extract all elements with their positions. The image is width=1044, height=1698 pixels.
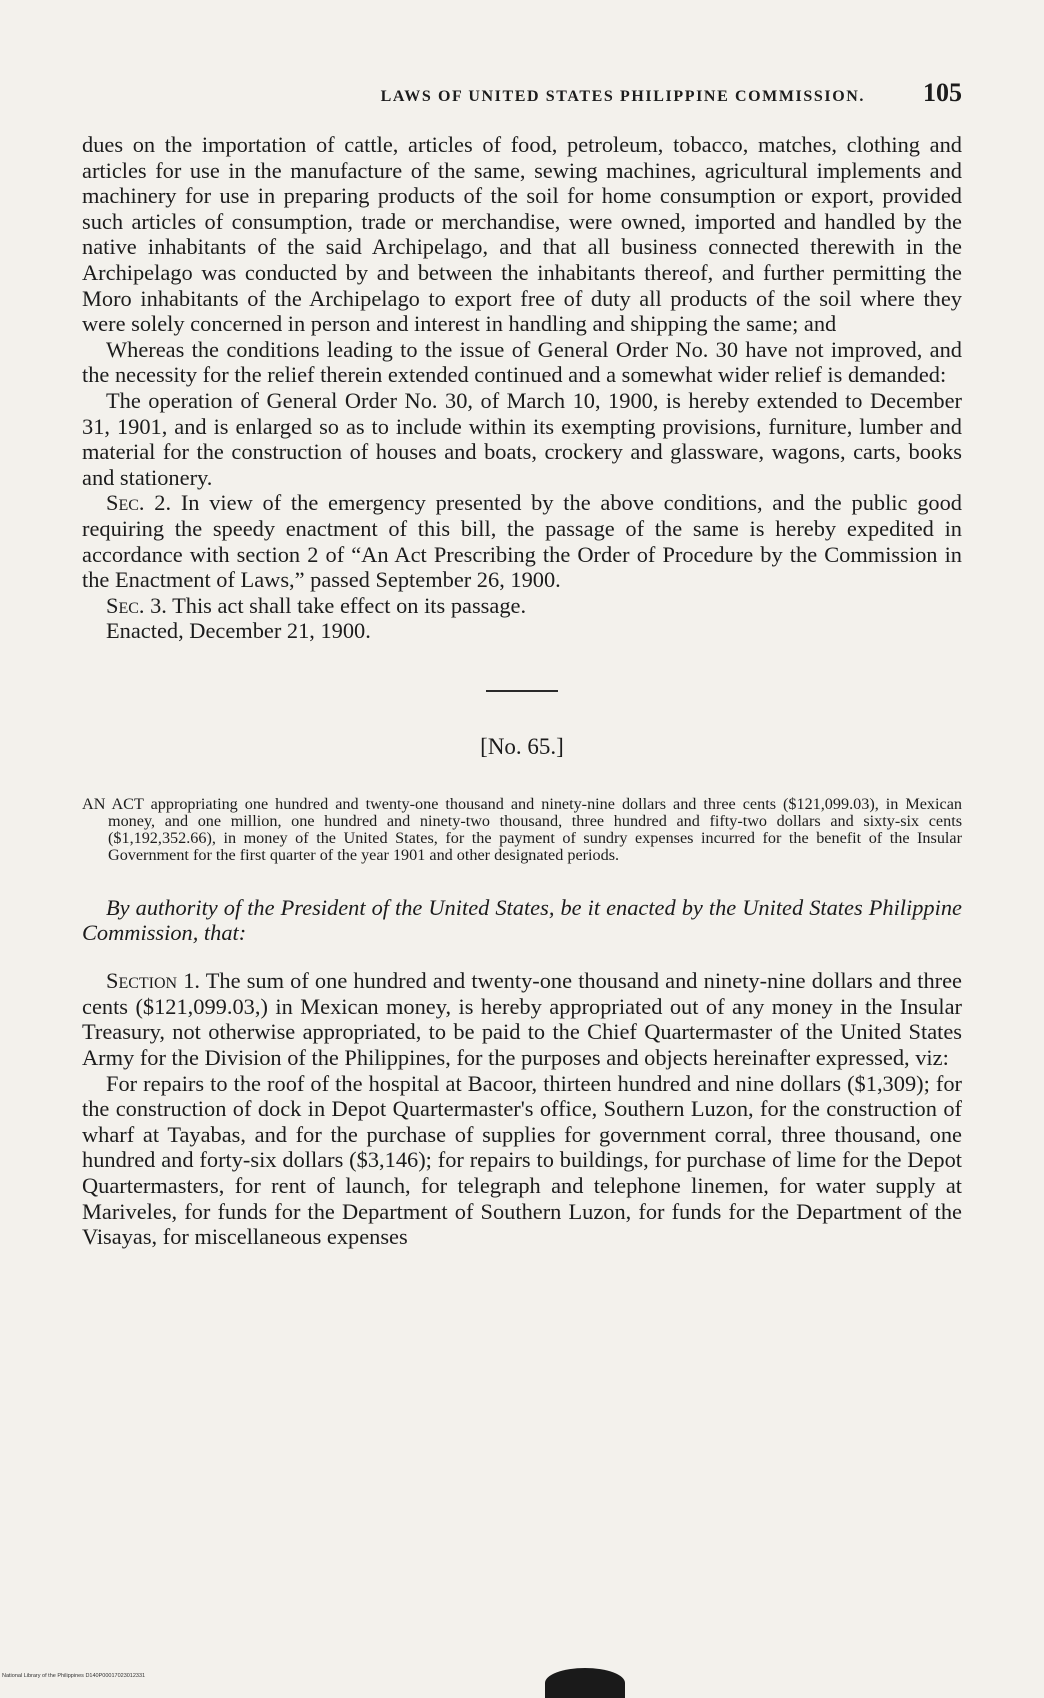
enacting-clause: By authority of the President of the United States, be it enacted by the United States Philippine Commission, that:	[82, 894, 962, 946]
section-2-text: In view of the emergency presented by the above conditions, and the public good requiring the speedy enactment of this bill, the passage of the same is hereby expedited in accordance with section 2 of “An Act Prescribing the Order of Procedure by the Commission in the Enactment of Laws,” passed September 26, 1900.	[82, 490, 963, 593]
running-title: LAWS OF UNITED STATES PHILIPPINE COMMISSION.	[380, 88, 865, 105]
section-3-text: This act shall take effect on its passage.	[166, 592, 527, 618]
operation-paragraph: The operation of General Order No. 30, of March 10, 1900, is hereby extended to December 31, 1901, and is enlarged so as to include within its exempting provisions, furniture, lumber and material for the construction of houses and boats, crockery and glassware, wagons, carts, books and stationery.	[82, 387, 962, 490]
page-content	[82, 78, 962, 1250]
section-1-label: Section 1.	[106, 968, 201, 994]
section-1-paragraph	[82, 968, 962, 1070]
running-head	[82, 78, 962, 122]
enacted-date: Enacted, December 21, 1900.	[106, 618, 371, 644]
act-number: [No. 65.]	[480, 733, 564, 759]
section-2-paragraph	[82, 490, 962, 592]
scan-footer-id: National Library of the Philippines D140P00017023012331	[2, 1673, 146, 1679]
section-2-label: Sec. 2.	[106, 490, 172, 516]
section-divider	[486, 690, 558, 692]
section-1-text: The sum of one hundred and twenty-one thousand and ninety-nine dollars and three cents ($121,099.03,) in Mexican money, is hereby appropriated out of any money in the Insular Treasury, not otherwise appropriated, to be paid to the Chief Quartermaster of the United States Army for the Division of the Philippines, for the purposes and objects hereinafter expressed, viz:	[82, 968, 962, 1071]
whereas-paragraph: Whereas the conditions leading to the issue of General Order No. 30 have not improved, and the necessity for the relief therein extended continued and a somewhat wider relief is demanded:	[82, 336, 962, 388]
page-number: 105	[923, 78, 962, 107]
previous-act-text	[82, 132, 962, 644]
section-3-label: Sec. 3.	[106, 592, 167, 618]
continued-paragraph: dues on the importation of cattle, articles of food, petroleum, tobacco, matches, clothing and articles for use in the manufacture of the same, sewing machines, agricultural implements and machinery for use in preparing products of the soil for home consumption or export, provided such articles of consumption, trade or merchandise, were owned, imported and handled by the native inhabitants of the said Archipelago, and that all business connected therewith in the Archipelago was conducted by and between the inhabitants thereof, and further permitting the Moro inhabitants of the Archipelago to export free of duty all products of the soil where they were solely concerned in person and interest in handling and shipping the same; and	[82, 132, 962, 337]
section-3-paragraph	[82, 593, 962, 619]
act-summary: AN ACT appropriating one hundred and twenty-one thousand and ninety-nine dollars and three cents ($121,099.03), in Mexican money, and one million, one hundred and ninety-two thousand, three hundred and fifty-two dollars and sixty-six cents ($1,192,352.66), in money of the United States, for the payment of sundry expenses incurred for the benefit of the Insular Government for the first quarter of the year 1901 and other designated periods.	[82, 794, 962, 865]
repairs-paragraph: For repairs to the roof of the hospital at Bacoor, thirteen hundred and nine dollars ($1,309); for the construction of dock in Depot Quartermaster's office, Southern Luzon, for the construction of wharf at Tayabas, and for the purchase of supplies for government corral, three thousand, one hundred and forty-six dollars ($3,146); for repairs to buildings, for purchase of lime for the Depot Quartermasters, for rent of launch, for telegraph and telephone linemen, for water supply at Mariveles, for funds for the Department of Southern Luzon, for funds for the Department of the Visayas, for miscellaneous expenses	[82, 1070, 962, 1250]
binding-shadow	[545, 1668, 625, 1698]
